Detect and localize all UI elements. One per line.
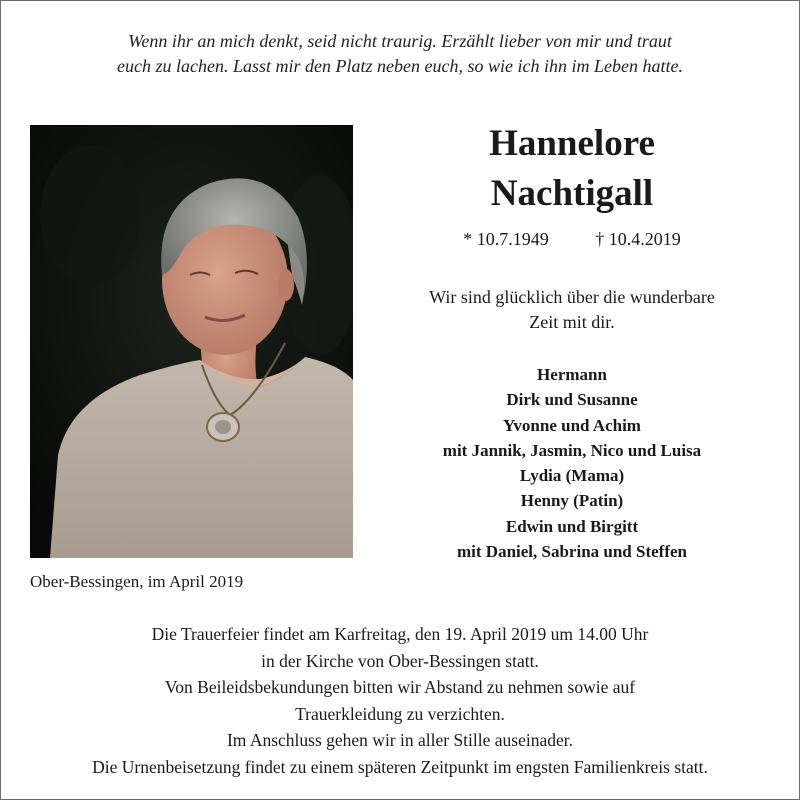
mourner-entry: mit Daniel, Sabrina und Steffen: [457, 542, 687, 562]
notice-line: in der Kirche von Ober-Bessingen statt.: [261, 650, 539, 671]
notice-line: Die Trauerfeier findet am Karfreitag, den 19. April 2019 um 14.00 Uhr: [151, 624, 649, 644]
deceased-name: [371, 119, 773, 219]
place-date-caption: Ober-Bessingen, im April 2019: [30, 572, 244, 591]
notice-line: Trauerkleidung zu verzichten.: [295, 703, 505, 724]
mourner-entry: Henny (Patin): [520, 491, 624, 511]
mourners-list: [371, 362, 773, 564]
portrait-image: [30, 125, 353, 558]
tribute-text: [371, 285, 773, 335]
funeral-notice: [11, 621, 789, 780]
mourner-entry: Hermann: [537, 365, 607, 384]
death-date: † 10.4.2019: [595, 229, 681, 249]
notice-line: Die Urnenbeisetzung findet zu einem späteren Zeitpunkt im engsten Familienkreis statt.: [92, 756, 708, 777]
notice-line: Von Beileidsbekundungen bitten wir Abstand zu nehmen sowie auf: [164, 677, 636, 697]
notice-line: Im Anschluss gehen wir in aller Stille auseinader.: [226, 730, 574, 750]
birth-date: * 10.7.1949: [463, 229, 549, 249]
mourner-entry: mit Jannik, Jasmin, Nico und Luisa: [442, 440, 702, 460]
mourner-entry: Yvonne und Achim: [503, 415, 641, 435]
tribute-line: Wir sind glücklich über die wunderbare: [429, 287, 715, 307]
mourner-entry: Edwin und Birgitt: [505, 516, 639, 536]
first-name: Hannelore: [489, 123, 655, 164]
motto-line: Wenn ihr an mich denkt, seid nicht traurig. Erzählt lieber von mir und traut: [128, 31, 672, 51]
mourner-entry: Dirk und Susanne: [506, 390, 638, 410]
mourner-entry: Lydia (Mama): [519, 466, 625, 486]
motto-quote: [21, 29, 779, 79]
life-dates: [371, 229, 773, 250]
portrait-photo: [30, 125, 353, 558]
motto-line: euch zu lachen. Lasst mir den Platz neben euch, so wie ich ihn im Leben hatte.: [117, 56, 683, 76]
tribute-line: Zeit mit dir.: [529, 312, 615, 332]
last-name: Nachtigall: [490, 173, 654, 214]
